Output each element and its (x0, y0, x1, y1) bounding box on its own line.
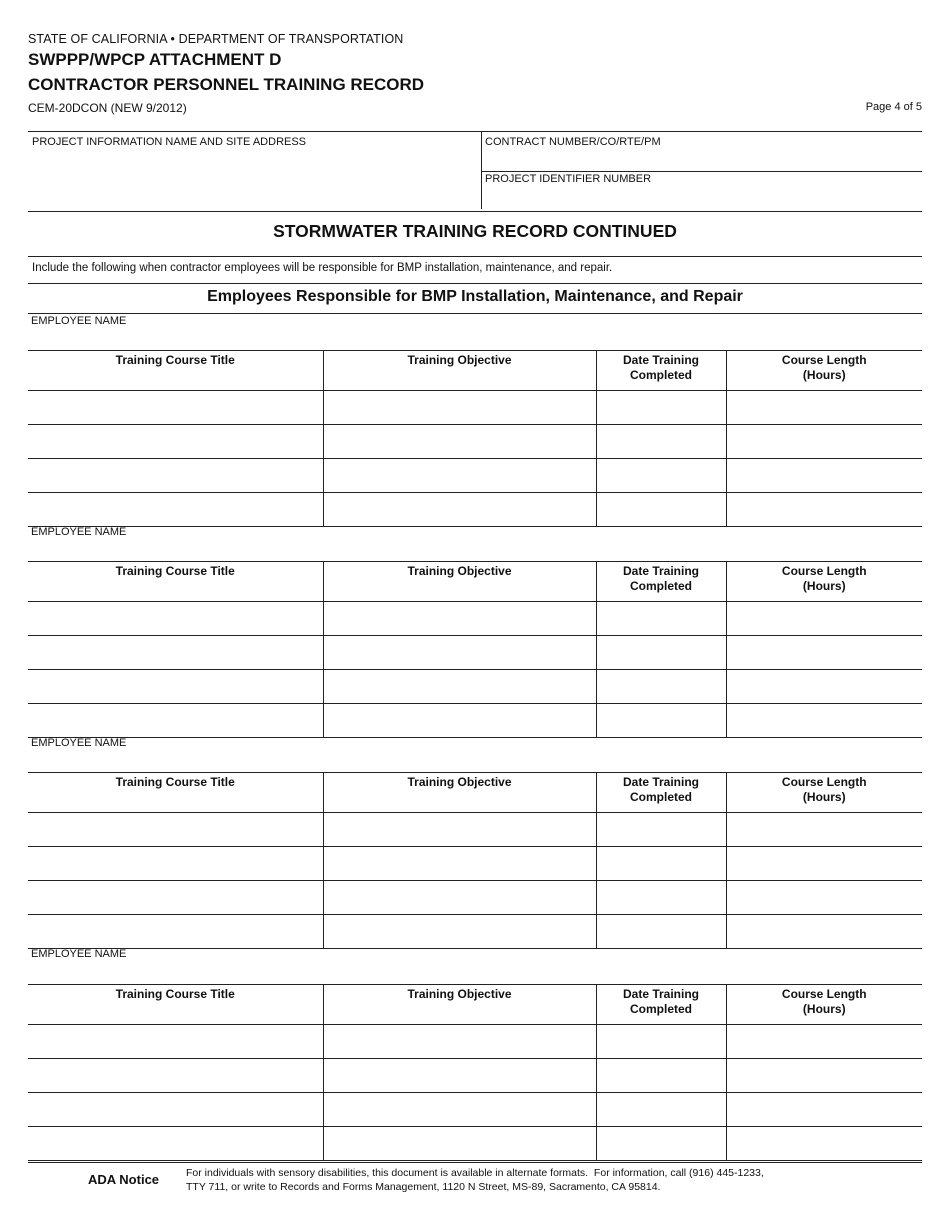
objective-cell[interactable] (323, 602, 596, 636)
course-title-cell[interactable] (28, 425, 323, 459)
divider (28, 131, 922, 132)
course-title-cell[interactable] (28, 847, 323, 881)
contract-number-label: CONTRACT NUMBER/CO/RTE/PM (485, 136, 661, 148)
course-title-cell[interactable] (28, 1127, 323, 1161)
page-indicator: Page 4 of 5 (865, 101, 922, 113)
column-header-date-completed (596, 773, 726, 813)
header-line: Date Training (622, 987, 699, 1001)
date-cell[interactable] (596, 847, 726, 881)
length-cell[interactable] (726, 1127, 922, 1161)
table-row (28, 391, 922, 425)
course-title-cell[interactable] (28, 1025, 323, 1059)
header-line: (Hours) (802, 579, 846, 593)
column-header-course-length (726, 351, 922, 391)
employee-name-field[interactable] (28, 962, 922, 982)
length-cell[interactable] (726, 1093, 922, 1127)
header-line: Completed (629, 368, 692, 382)
employee-name-label: EMPLOYEE NAME (31, 737, 127, 749)
objective-cell[interactable] (323, 915, 596, 949)
ada-notice-line: TTY 711, or write to Records and Forms Management, 1120 N Street, MS-89, Sacramento, CA 95814. (186, 1181, 661, 1193)
header-line: Date Training (622, 353, 699, 367)
table-header-row (28, 985, 922, 1025)
column-header-date-completed (596, 562, 726, 602)
length-cell[interactable] (726, 493, 922, 527)
column-header-course-title: Training Course Title (28, 351, 323, 391)
objective-cell[interactable] (323, 670, 596, 704)
header-line: (Hours) (802, 368, 846, 382)
table-row (28, 1093, 922, 1127)
length-cell[interactable] (726, 704, 922, 738)
header-line: (Hours) (802, 1002, 846, 1016)
date-cell[interactable] (596, 881, 726, 915)
form-number: CEM-20DCON (NEW 9/2012) (28, 101, 187, 115)
table-row (28, 1059, 922, 1093)
date-cell[interactable] (596, 1127, 726, 1161)
course-title-cell[interactable] (28, 636, 323, 670)
employee-name-field[interactable] (28, 329, 922, 349)
column-header-course-title: Training Course Title (28, 773, 323, 813)
objective-cell[interactable] (323, 813, 596, 847)
employee-name-label: EMPLOYEE NAME (31, 315, 127, 327)
agency-name: STATE OF CALIFORNIA • DEPARTMENT OF TRANSPORTATION (28, 32, 404, 46)
length-cell[interactable] (726, 636, 922, 670)
length-cell[interactable] (726, 813, 922, 847)
section-title: STORMWATER TRAINING RECORD CONTINUED (273, 221, 677, 241)
length-cell[interactable] (726, 1025, 922, 1059)
length-cell[interactable] (726, 915, 922, 949)
table-row (28, 459, 922, 493)
divider (481, 171, 922, 172)
course-title-cell[interactable] (28, 670, 323, 704)
table-row (28, 1025, 922, 1059)
table-row (28, 670, 922, 704)
course-title-cell[interactable] (28, 1093, 323, 1127)
divider (28, 283, 922, 284)
course-title-cell[interactable] (28, 915, 323, 949)
course-title-cell[interactable] (28, 813, 323, 847)
ada-notice-text (186, 1166, 764, 1194)
subsection-title: Employees Responsible for BMP Installation, Maintenance, and Repair (207, 288, 743, 305)
objective-cell[interactable] (323, 459, 596, 493)
table-header-row (28, 773, 922, 813)
objective-cell[interactable] (323, 425, 596, 459)
header-line: Completed (629, 579, 692, 593)
objective-cell[interactable] (323, 847, 596, 881)
length-cell[interactable] (726, 1059, 922, 1093)
table-row (28, 1127, 922, 1161)
date-cell[interactable] (596, 813, 726, 847)
training-table (28, 984, 922, 1161)
footer-divider (28, 1162, 922, 1163)
table-row (28, 813, 922, 847)
date-cell[interactable] (596, 425, 726, 459)
header-line: Completed (629, 1002, 692, 1016)
table-row (28, 602, 922, 636)
date-cell[interactable] (596, 670, 726, 704)
objective-cell[interactable] (323, 1059, 596, 1093)
employee-name-field[interactable] (28, 540, 922, 560)
objective-cell[interactable] (323, 1093, 596, 1127)
table-row (28, 881, 922, 915)
column-header-objective: Training Objective (323, 562, 596, 602)
length-cell[interactable] (726, 602, 922, 636)
length-cell[interactable] (726, 391, 922, 425)
ada-notice-line: For individuals with sensory disabilities, this document is available in alternate formats. For information, call (916) 445-1233, (186, 1167, 764, 1179)
date-cell[interactable] (596, 493, 726, 527)
course-title-cell[interactable] (28, 1059, 323, 1093)
ada-notice-label: ADA Notice (88, 1172, 160, 1187)
project-name-address-field[interactable] (28, 150, 478, 208)
header-line: Date Training (622, 564, 699, 578)
contract-number-field[interactable] (482, 150, 922, 171)
length-cell[interactable] (726, 459, 922, 493)
column-header-date-completed (596, 351, 726, 391)
column-header-objective: Training Objective (323, 351, 596, 391)
divider (28, 256, 922, 257)
table-row (28, 847, 922, 881)
instruction-text: Include the following when contractor employees will be responsible for BMP installation, maintenance, and repair. (32, 262, 613, 274)
date-cell[interactable] (596, 915, 726, 949)
date-cell[interactable] (596, 704, 726, 738)
employee-name-label: EMPLOYEE NAME (31, 526, 127, 538)
header-line: Course Length (781, 987, 867, 1001)
table-header-row (28, 351, 922, 391)
header-line: Completed (629, 790, 692, 804)
column-header-course-title: Training Course Title (28, 562, 323, 602)
date-cell[interactable] (596, 1059, 726, 1093)
project-identifier-field[interactable] (482, 187, 922, 209)
divider (28, 313, 922, 314)
table-row (28, 425, 922, 459)
date-cell[interactable] (596, 1025, 726, 1059)
objective-cell[interactable] (323, 1025, 596, 1059)
date-cell[interactable] (596, 1093, 726, 1127)
header-line: Course Length (781, 353, 867, 367)
column-header-objective: Training Objective (323, 985, 596, 1025)
table-row (28, 493, 922, 527)
course-title-cell[interactable] (28, 704, 323, 738)
date-cell[interactable] (596, 459, 726, 493)
employee-name-label: EMPLOYEE NAME (31, 948, 127, 960)
table-row (28, 704, 922, 738)
column-header-course-length (726, 562, 922, 602)
project-identifier-label: PROJECT IDENTIFIER NUMBER (485, 173, 652, 185)
form-title: SWPPP/WPCP ATTACHMENT D (28, 50, 282, 69)
length-cell[interactable] (726, 881, 922, 915)
column-header-course-title: Training Course Title (28, 985, 323, 1025)
column-header-objective: Training Objective (323, 773, 596, 813)
header-line: Course Length (781, 564, 867, 578)
table-row (28, 636, 922, 670)
course-title-cell[interactable] (28, 602, 323, 636)
column-header-course-length (726, 773, 922, 813)
column-header-course-length (726, 985, 922, 1025)
table-row (28, 915, 922, 949)
header-line: Date Training (622, 775, 699, 789)
course-title-cell[interactable] (28, 391, 323, 425)
course-title-cell[interactable] (28, 493, 323, 527)
header-line: (Hours) (802, 790, 846, 804)
objective-cell[interactable] (323, 493, 596, 527)
employee-name-field[interactable] (28, 751, 922, 771)
objective-cell[interactable] (323, 636, 596, 670)
length-cell[interactable] (726, 670, 922, 704)
divider (28, 211, 922, 212)
date-cell[interactable] (596, 636, 726, 670)
length-cell[interactable] (726, 425, 922, 459)
project-name-address-label: PROJECT INFORMATION NAME AND SITE ADDRESS (32, 136, 307, 148)
column-header-date-completed (596, 985, 726, 1025)
header-line: Course Length (781, 775, 867, 789)
table-header-row (28, 562, 922, 602)
objective-cell[interactable] (323, 881, 596, 915)
objective-cell[interactable] (323, 704, 596, 738)
training-table (28, 772, 922, 949)
course-title-cell[interactable] (28, 459, 323, 493)
objective-cell[interactable] (323, 391, 596, 425)
objective-cell[interactable] (323, 1127, 596, 1161)
course-title-cell[interactable] (28, 881, 323, 915)
date-cell[interactable] (596, 602, 726, 636)
date-cell[interactable] (596, 391, 726, 425)
training-table (28, 350, 922, 527)
training-table (28, 561, 922, 738)
length-cell[interactable] (726, 847, 922, 881)
form-subtitle: CONTRACTOR PERSONNEL TRAINING RECORD (28, 75, 425, 94)
